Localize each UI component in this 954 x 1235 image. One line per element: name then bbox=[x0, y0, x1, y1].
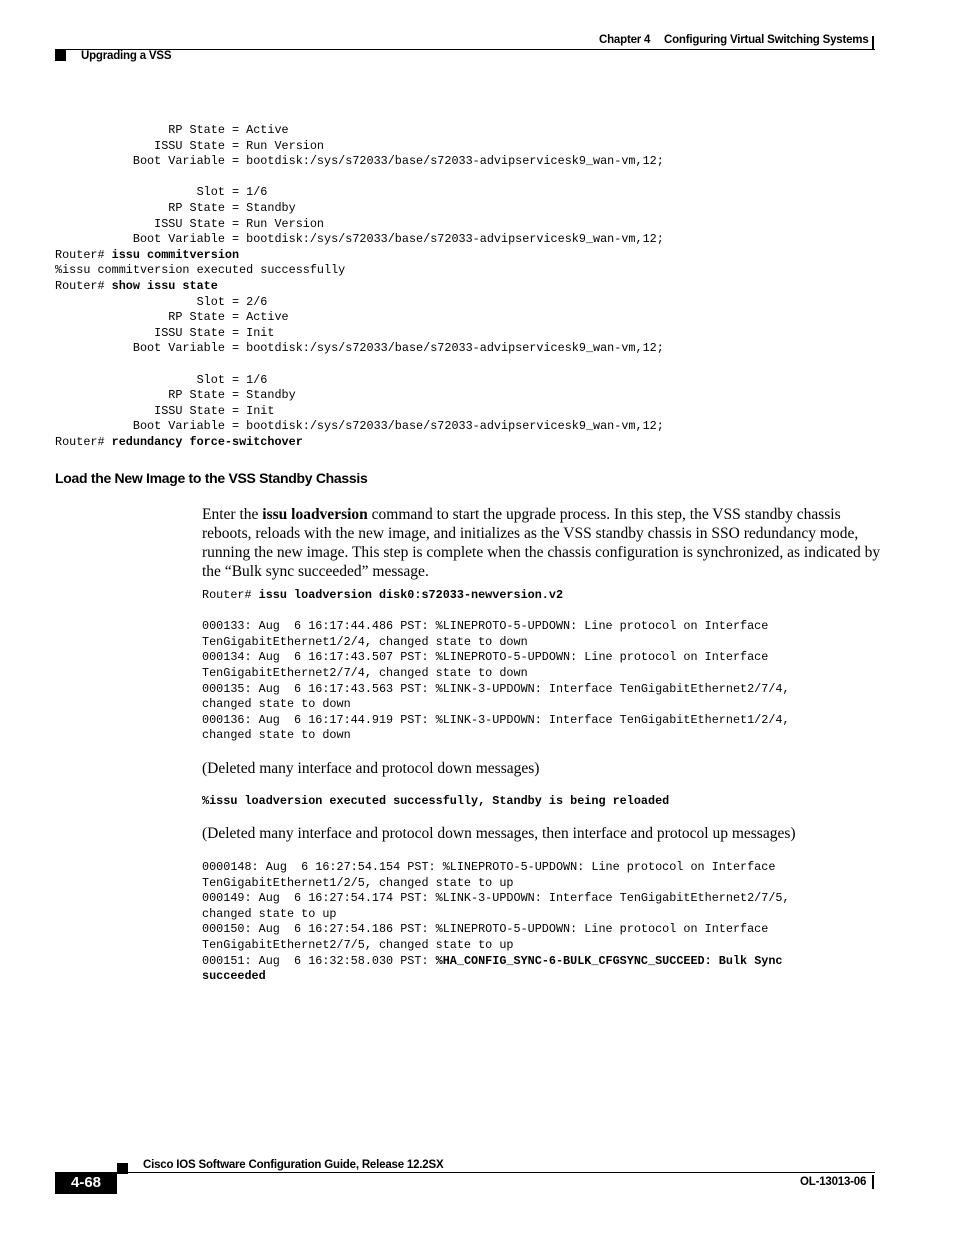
note-deleted-messages: (Deleted many interface and protocol down messages) bbox=[202, 760, 540, 777]
header-section: Upgrading a VSS bbox=[81, 50, 172, 62]
paragraph-text: Enter the bbox=[202, 506, 263, 523]
code-log-lines: 0000148: Aug 6 16:27:54.154 PST: %LINEPROTO-5-UPDOWN: Line protocol on Interface TenGigabitEthernet1/2/5, changed state to up 000149: Aug 6 16:27:54.174 PST: %LINK-3-UPDOWN: Interface TenGigabitEthernet2/7/5, changed state to up 000150: Aug 6 16:27:54.186 PST: %LINEPROTO-5-UPDOWN: Line protocol on Interface TenGigabitEthernet2/7/5, changed state to up bbox=[202, 860, 790, 952]
code-lines-a: RP State = Active ISSU State = Run Version Boot Variable = bootdisk:/sys/s72033/base/s72033-advipservicesk9_wan-vm,12; Slot = 1/6 RP State = Standby ISSU State = Run Version Boot Variable = bootdisk:/sys/s72033/base/s72033-advipservicesk9_wan-vm,12; bbox=[132, 123, 664, 247]
section-heading: Load the New Image to the VSS Standby Chassis bbox=[55, 470, 368, 486]
footer-doc-number: OL-13013-06 bbox=[800, 1176, 867, 1188]
code-output: %issu commitversion executed successfully bbox=[55, 263, 346, 278]
code-command: show issu state bbox=[111, 278, 218, 293]
header-section-marker bbox=[55, 50, 66, 61]
code-block-loadversion-result bbox=[202, 794, 669, 810]
code-prompt: Router# bbox=[55, 434, 112, 449]
code-block-link-up bbox=[202, 860, 790, 985]
header-rule bbox=[55, 49, 875, 50]
header-chapter: Chapter 4 bbox=[599, 34, 651, 46]
code-command: issu commitversion bbox=[111, 247, 240, 262]
body-paragraph bbox=[202, 505, 882, 581]
footer-book-title: Cisco IOS Software Configuration Guide, Release 12.2SX bbox=[143, 1159, 444, 1171]
code-prompt: Router# bbox=[55, 278, 112, 293]
code-log-prefix: 000151: Aug 6 16:32:58.030 PST: bbox=[202, 953, 436, 968]
footer-rule bbox=[55, 1172, 875, 1173]
header-chapter-title: Configuring Virtual Switching Systems bbox=[664, 34, 869, 46]
inline-command: issu loadversion bbox=[262, 506, 368, 523]
code-log-lines: 000133: Aug 6 16:17:44.486 PST: %LINEPROTO-5-UPDOWN: Line protocol on Interface TenGigabitEthernet1/2/4, changed state to down 000134: Aug 6 16:17:43.507 PST: %LINEPROTO-5-UPDOWN: Line protocol on Interface TenGigabitEthernet2/7/4, changed state to down 000135: Aug 6 16:17:43.563 PST: %LINK-3-UPDOWN: Interface TenGigabitEthernet2/7/4, changed state to down 000136: Aug 6 16:17:44.919 PST: %LINK-3-UPDOWN: Interface TenGigabitEthernet1/2/4, changed state to down bbox=[202, 619, 790, 743]
code-command: redundancy force-switchover bbox=[111, 434, 303, 449]
paragraph-text: command to start the upgrade process. In this step, the VSS standby chassis reboots, reloads with the new image, and initializes as the VSS standby chassis in SSO redundancy mode, running the new image. This step is complete when the chassis configuration is synchronized, as indicated by the “Bulk sync succeeded” message. bbox=[202, 506, 881, 580]
code-bold-line: %issu loadversion executed successfully, Standby is being reloaded bbox=[202, 794, 670, 808]
footer-right-bar bbox=[872, 1175, 874, 1189]
code-lines-b: Slot = 2/6 RP State = Active ISSU State = Init Boot Variable = bootdisk:/sys/s72033/base/s72033-advipservicesk9_wan-vm,12; Slot = 1/6 RP State = Standby ISSU State = Init Boot Variable = bootdisk:/sys/s72033/base/s72033-advipservicesk9_wan-vm,12; bbox=[132, 294, 664, 434]
note-deleted-messages-up: (Deleted many interface and protocol down messages, then interface and protocol up messages) bbox=[202, 825, 796, 842]
code-prompt: Router# bbox=[55, 247, 112, 262]
header-right-bar bbox=[872, 36, 874, 50]
code-command: issu loadversion disk0:s72033-newversion.v2 bbox=[258, 588, 564, 602]
code-prompt: Router# bbox=[202, 588, 259, 602]
page-number: 4-68 bbox=[55, 1172, 117, 1194]
code-block-cli-state bbox=[55, 123, 664, 450]
code-bold-line: succeeded bbox=[202, 969, 266, 984]
code-block-loadversion bbox=[202, 588, 790, 744]
code-bold-line: %HA_CONFIG_SYNC-6-BULK_CFGSYNC_SUCCEED: Bulk Sync bbox=[435, 953, 783, 968]
